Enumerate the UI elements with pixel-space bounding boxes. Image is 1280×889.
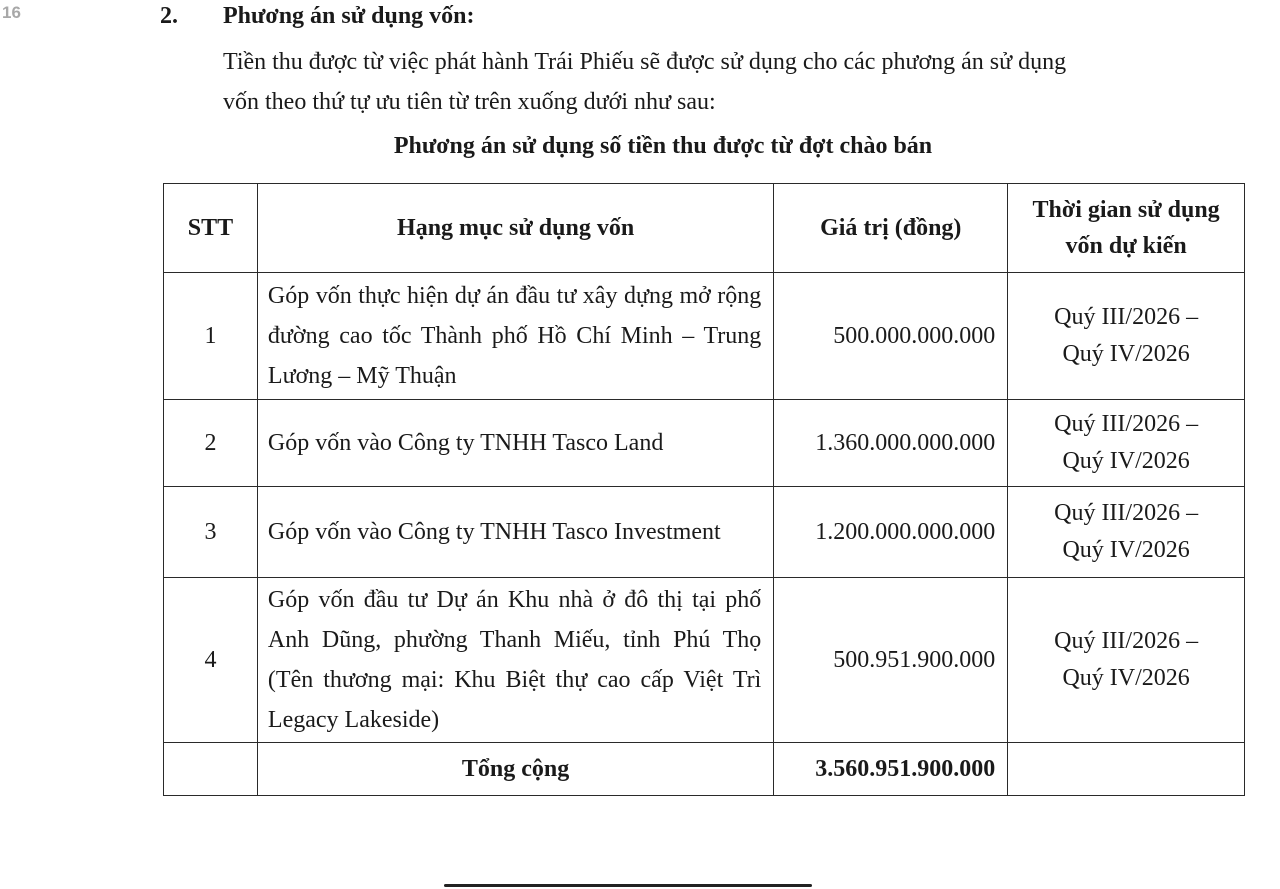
row-stt: 4 (164, 578, 258, 743)
row-time-line: Quý III/2026 – (1054, 304, 1199, 330)
capital-allocation-table (163, 183, 1245, 796)
table-row (164, 273, 1245, 400)
row-time-line: Quý III/2026 – (1054, 411, 1199, 437)
header-time (1008, 184, 1245, 273)
section-number: 2. (160, 3, 178, 29)
row-stt: 2 (164, 400, 258, 487)
row-value: 500.951.900.000 (774, 578, 1008, 743)
row-value: 500.000.000.000 (774, 273, 1008, 400)
header-item: Hạng mục sử dụng vốn (257, 184, 773, 273)
row-time-line: Quý IV/2026 (1062, 448, 1190, 474)
total-value: 3.560.951.900.000 (774, 743, 1008, 796)
table-title: Phương án sử dụng số tiền thu được từ đợt chào bán (393, 133, 933, 159)
row-time (1008, 487, 1245, 578)
table-header-row (164, 184, 1245, 273)
table-row (164, 487, 1245, 578)
row-time-line: Quý IV/2026 (1062, 341, 1190, 367)
row-value: 1.200.000.000.000 (774, 487, 1008, 578)
intro-line: vốn theo thứ tự ưu tiên từ trên xuống dưới như sau: (223, 89, 716, 115)
row-stt: 3 (164, 487, 258, 578)
row-item: Góp vốn đầu tư Dự án Khu nhà ở đô thị tại phố Anh Dũng, phường Thanh Miếu, tỉnh Phú Thọ (Tên thương mại: Khu Biệt thự cao cấp Việt Trì Legacy Lakeside) (257, 578, 773, 743)
total-label: Tổng cộng (257, 743, 773, 796)
table-row (164, 400, 1245, 487)
row-time (1008, 273, 1245, 400)
page-number: 16 (2, 3, 21, 22)
table-total-row (164, 743, 1245, 796)
row-time-line: Quý IV/2026 (1062, 665, 1190, 691)
header-time-line: vốn dự kiến (1065, 233, 1187, 259)
total-time-empty (1008, 743, 1245, 796)
header-value: Giá trị (đồng) (774, 184, 1008, 273)
section-title: Phương án sử dụng vốn: (223, 3, 475, 29)
row-time-line: Quý IV/2026 (1062, 537, 1190, 563)
row-stt: 1 (164, 273, 258, 400)
row-item: Góp vốn thực hiện dự án đầu tư xây dựng mở rộng đường cao tốc Thành phố Hồ Chí Minh – Trung Lương – Mỹ Thuận (257, 273, 773, 400)
row-time-line: Quý III/2026 – (1054, 628, 1199, 654)
row-item: Góp vốn vào Công ty TNHH Tasco Land (257, 400, 773, 487)
header-time-line: Thời gian sử dụng (1032, 197, 1220, 223)
total-stt-empty (164, 743, 258, 796)
row-value: 1.360.000.000.000 (774, 400, 1008, 487)
table-row (164, 578, 1245, 743)
header-stt: STT (164, 184, 258, 273)
intro-paragraph (223, 42, 1183, 122)
row-time (1008, 578, 1245, 743)
intro-line: Tiền thu được từ việc phát hành Trái Phiếu sẽ được sử dụng cho các phương án sử dụng (223, 49, 1067, 75)
row-time (1008, 400, 1245, 487)
row-time-line: Quý III/2026 – (1054, 500, 1199, 526)
bottom-divider (444, 884, 812, 887)
row-item: Góp vốn vào Công ty TNHH Tasco Investment (257, 487, 773, 578)
